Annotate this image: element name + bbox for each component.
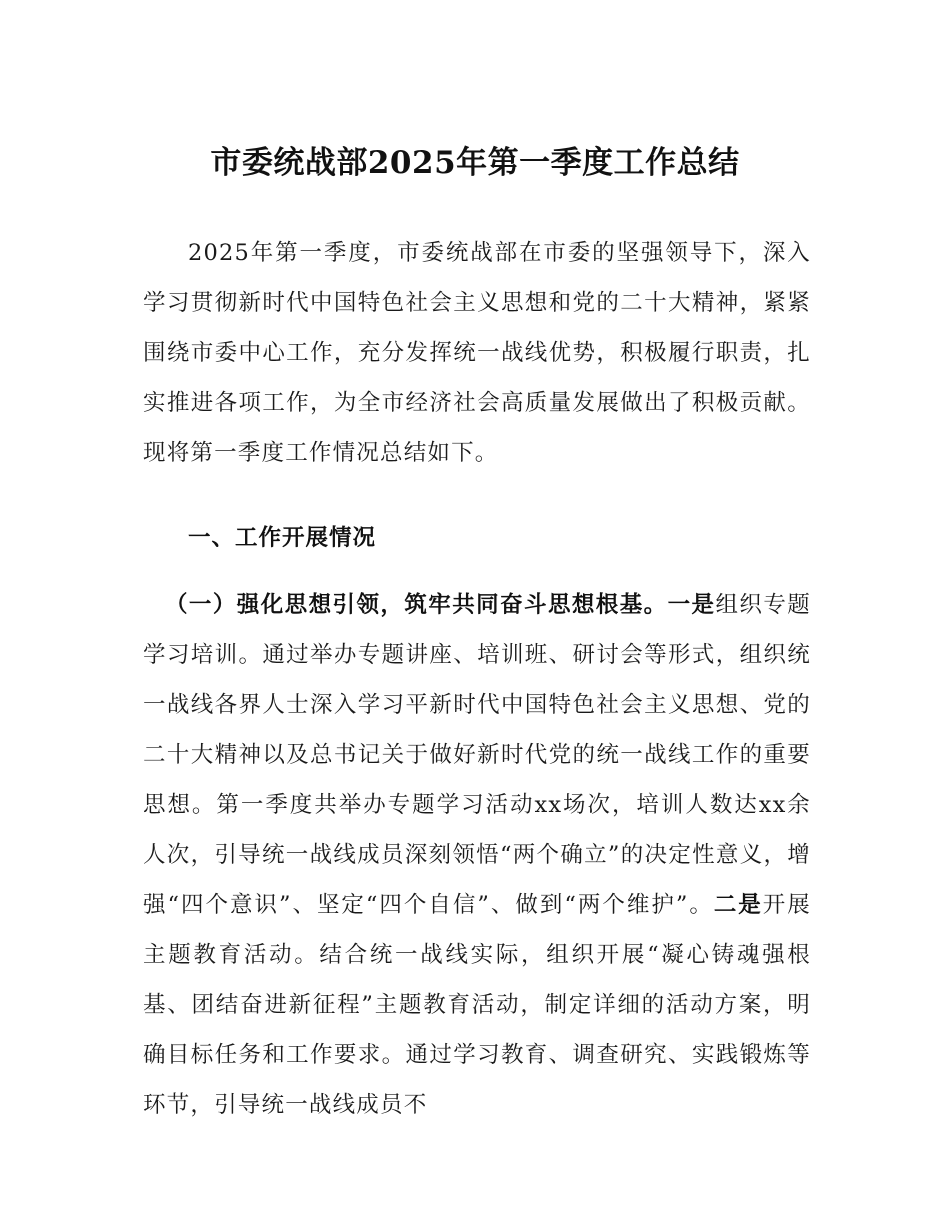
point-text-2: 开展主题教育活动。结合统一战线实际，组织开展“凝心铸魂强根基、团结奋进新征程”主题教育活动，制定详细的活动方案，明确目标任务和工作要求。通过学习教育、调查研究、实践锻炼等环节，引导统一战线成员不 <box>143 892 811 1118</box>
point-marker-2: 二是 <box>713 892 763 918</box>
point-text-1: 组织专题学习培训。通过举办专题讲座、培训班、研讨会等形式，组织统一战线各界人士深入学习平新时代中国特色社会主义思想、党的二十大精神以及总书记关于做好新时代党的统一战线工作的重要思想。第一季度共举办专题学习活动xx场次，培训人数达xx余人次，引导统一战线成员深刻领悟“两个确立”的决定性意义，增强“四个意识”、坚定“四个自信”、做到“两个维护”。 <box>143 592 812 918</box>
section-heading: 一、工作开展情况 <box>188 525 377 551</box>
subsection-heading: （一）强化思想引领，筑牢共同奋斗思想根基。 <box>165 592 668 618</box>
point-marker-1: 一是 <box>667 592 716 618</box>
intro-paragraph: 2025年第一季度，市委统战部在市委的坚强领导下，深入学习贯彻新时代中国特色社会主义思想和党的二十大精神，紧紧围绕市委中心工作，充分发挥统一战线优势，积极履行职责，扎实推进各项工作，为全市经济社会高质量发展做出了积极贡献。现将第一季度工作情况总结如下。 <box>143 240 811 466</box>
subsection-paragraph <box>143 580 811 1130</box>
document-title: 市委统战部2025年第一季度工作总结 <box>210 144 740 181</box>
